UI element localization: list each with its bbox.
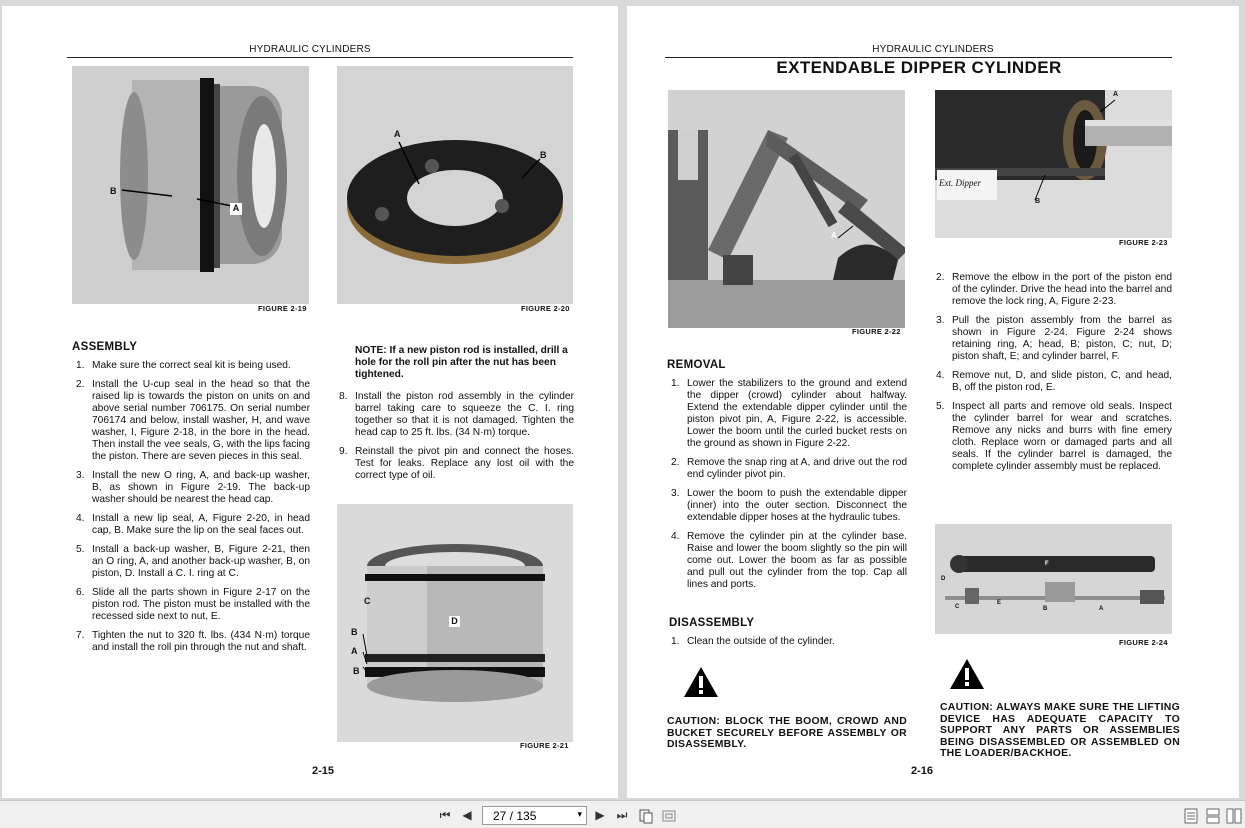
- callout-b: B: [540, 150, 547, 160]
- callout-a: A: [1099, 606, 1104, 612]
- bottom-toolbar: [0, 800, 1245, 828]
- assembly-steps-continued: [337, 391, 574, 489]
- step-item: [74, 360, 310, 372]
- step-item: [669, 378, 907, 450]
- step-text: Lower the boom to push the extendable dipper (inner) into the outer section. Disconnect the extendable dipper hoses at the hydraulic tubes.: [687, 488, 907, 523]
- page-right: [627, 6, 1239, 798]
- figure-2-22-caption: FIGURE 2-22: [852, 327, 901, 336]
- chevron-down-icon[interactable]: ▾: [577, 809, 582, 819]
- step-number: 2.: [671, 457, 680, 468]
- running-head: HYDRAULIC CYLINDERS: [872, 44, 994, 55]
- step-text: Make sure the correct seal kit is being used.: [92, 360, 291, 371]
- step-item: [74, 379, 310, 463]
- step-item: [669, 457, 907, 481]
- figure-2-24-caption: FIGURE 2-24: [1119, 638, 1168, 647]
- figure-2-19-photo: [72, 66, 309, 304]
- figure-2-19-caption: FIGURE 2-19: [258, 304, 307, 313]
- step-item: [934, 315, 1172, 363]
- callout-d: D: [941, 576, 946, 582]
- figure-2-20-caption: FIGURE 2-20: [521, 304, 570, 313]
- page-left: [2, 6, 618, 798]
- step-number: 8.: [339, 391, 348, 402]
- step-item: [934, 272, 1172, 308]
- step-number: 2.: [936, 272, 945, 283]
- caution-lifting-device: CAUTION: ALWAYS MAKE SURE THE LIFTING DEVICE HAS ADEQUATE CAPACITY TO SUPPORT ANY PARTS OR ASSEMBLIES BEING DISASSEMBLED OR ASSEMBLED ON THE LOADER/BACKHOE.: [940, 702, 1180, 760]
- step-item: [669, 488, 907, 524]
- callout-a: A: [351, 646, 358, 656]
- callout-d: D: [449, 616, 460, 627]
- figure-2-21-photo: [337, 504, 573, 742]
- step-text: Install the U-cup seal in the head so that the raised lip is towards the piston on units on and above serial number 706175. On serial number 706174 and below, install washer, H, and wave washer, I, Figure 2-18, in the bore in the head. Then install the vee seals, G, with the lips facing the piston. There are seven pieces in this seal.: [92, 379, 310, 462]
- step-text: Install the new O ring, A, and back-up washer, B, as shown in Figure 2-19. The back-up washer should be nearest the head cap.: [92, 470, 310, 505]
- figure-2-23-photo: [935, 90, 1172, 238]
- removal-title: REMOVAL: [667, 359, 726, 371]
- page-number-field[interactable]: [482, 806, 587, 825]
- first-page-button[interactable]: ⏮: [439, 808, 451, 822]
- step-number: 5.: [936, 401, 945, 412]
- step-item: [669, 531, 907, 591]
- step-item: [74, 544, 310, 580]
- rotate-view-icon[interactable]: [638, 808, 654, 824]
- step-item: [74, 470, 310, 506]
- callout-a: A: [831, 231, 837, 240]
- header-rule: [67, 57, 573, 58]
- step-number: 4.: [671, 531, 680, 542]
- assembly-title: ASSEMBLY: [72, 341, 138, 353]
- fit-page-icon[interactable]: [661, 808, 677, 824]
- single-page-view-icon[interactable]: [1184, 808, 1198, 824]
- warning-triangle-icon: [949, 658, 985, 690]
- prev-page-button[interactable]: ◀: [462, 808, 472, 822]
- dipper-tag: Ext. Dipper: [939, 178, 981, 188]
- step-number: 1.: [671, 636, 680, 647]
- removal-steps: [669, 378, 907, 598]
- continuous-view-icon[interactable]: [1206, 808, 1220, 824]
- callout-b: B: [353, 666, 360, 676]
- step-number: 1.: [671, 378, 680, 389]
- callout-a: A: [1113, 91, 1119, 98]
- step-text: Install the piston rod assembly in the cylinder barrel taking care to squeeze the C. I. ring together so that it is not damaged. Tighten the head cap to 25 ft. lbs. (34 N·m) torque.: [355, 391, 574, 438]
- step-text: Slide all the parts shown in Figure 2-17 on the piston rod. The piston must be installed with the recessed side next to nut, E.: [92, 587, 310, 622]
- callout-a: A: [394, 129, 401, 139]
- figure-2-20-photo: [337, 66, 573, 304]
- running-head: HYDRAULIC CYLINDERS: [249, 44, 371, 55]
- step-item: [74, 630, 310, 654]
- callout-b: B: [1043, 606, 1048, 612]
- step-text: Install a back-up washer, B, Figure 2-21, then an O ring, A, and another back-up washer, B, on piston, D. Install a C. I. ring at C.: [92, 544, 310, 579]
- callout-e: E: [997, 600, 1002, 606]
- last-page-button[interactable]: ⏭: [616, 808, 628, 822]
- next-page-button[interactable]: ▶: [595, 808, 605, 822]
- step-number: 3.: [76, 470, 85, 481]
- callout-b: B: [1035, 198, 1041, 205]
- figure-2-22-photo: [668, 90, 905, 328]
- callout-c: C: [364, 596, 371, 606]
- figure-2-24-photo: [935, 524, 1172, 634]
- disassembly-steps: [669, 636, 907, 655]
- step-number: 2.: [76, 379, 85, 390]
- step-text: Remove the snap ring at A, and drive out the rod end cylinder pivot pin.: [687, 457, 907, 480]
- step-number: 9.: [339, 446, 348, 457]
- disassembly-title: DISASSEMBLY: [669, 617, 755, 629]
- disassembly-steps-continued: [934, 272, 1172, 480]
- step-number: 6.: [76, 587, 85, 598]
- step-item: [934, 370, 1172, 394]
- figure-2-23-caption: FIGURE 2-23: [1119, 238, 1168, 247]
- step-text: Remove the elbow in the port of the piston end of the cylinder. Drive the head into the barrel and remove the lock ring, A, Figure 2-23.: [952, 272, 1172, 307]
- page-number: 2-16: [911, 765, 934, 777]
- page-title: EXTENDABLE DIPPER CYLINDER: [776, 58, 1062, 77]
- step-number: 5.: [76, 544, 85, 555]
- callout-c: C: [955, 604, 960, 610]
- note-roll-pin: NOTE: If a new piston rod is installed, drill a hole for the roll pin after the nut has been tightened.: [355, 345, 568, 380]
- step-text: Reinstall the pivot pin and connect the hoses. Test for leaks. Replace any lost oil with the correct type of oil.: [355, 446, 574, 481]
- step-number: 7.: [76, 630, 85, 641]
- step-item: [337, 446, 574, 482]
- two-page-view-icon[interactable]: [1226, 808, 1242, 824]
- step-text: Install a new lip seal, A, Figure 2-20, in head cap, B. Make sure the lip on the seal faces out.: [92, 513, 310, 536]
- step-text: Clean the outside of the cylinder.: [687, 636, 835, 647]
- step-number: 4.: [936, 370, 945, 381]
- step-text: Tighten the nut to 320 ft. lbs. (434 N·m) torque and install the roll pin through the nut and shaft.: [92, 630, 310, 653]
- step-number: 4.: [76, 513, 85, 524]
- step-text: Remove the cylinder pin at the cylinder base. Raise and lower the boom slightly so the pin will come out. Lower the boom as far as possible and pull out the cylinder from the top. Cap all lines and ports.: [687, 531, 907, 590]
- caution-block-boom: CAUTION: BLOCK THE BOOM, CROWD AND BUCKET SECURELY BEFORE ASSEMBLY OR DISASSEMBLY.: [667, 716, 907, 751]
- callout-a: A: [230, 203, 242, 215]
- step-item: [74, 587, 310, 623]
- page-number: 2-15: [312, 765, 335, 777]
- step-number: 3.: [936, 315, 945, 326]
- step-number: 1.: [76, 360, 85, 371]
- page-number-value: 27 / 135: [493, 809, 537, 823]
- step-text: Pull the piston assembly from the barrel as shown in Figure 2-24. Figure 2-24 shows retaining ring, A; head, B; piston, C; nut, D; piston shaft, E; and cylinder barrel, F.: [952, 315, 1172, 362]
- step-item: [934, 401, 1172, 473]
- step-text: Lower the stabilizers to the ground and extend the dipper (crowd) cylinder about halfway. Extend the extendable dipper cylinder until the piston pivot pin, A, Figure 2-22, is accessible. Lower the boom until the curled bucket rests on the ground as shown in Figure 2-22.: [687, 378, 907, 449]
- step-number: 3.: [671, 488, 680, 499]
- figure-2-21-caption: FIGURE 2-21: [520, 741, 569, 750]
- warning-triangle-icon: [683, 666, 719, 698]
- callout-b: B: [351, 627, 358, 637]
- step-text: Inspect all parts and remove old seals. Inspect the cylinder barrel for wear and scratches. Remove any nicks and burrs with fine emery cloth. Replace worn or damaged parts and all seals. If the cylinder barrel is damaged, the complete cylinder assembly must be replaced.: [952, 401, 1172, 472]
- step-item: [337, 391, 574, 439]
- assembly-steps: [74, 360, 310, 661]
- callout-f: F: [1045, 561, 1049, 567]
- step-text: Remove nut, D, and slide piston, C, and head, B, off the piston rod, E.: [952, 370, 1172, 393]
- callout-b: B: [110, 186, 117, 196]
- step-item: [669, 636, 907, 648]
- step-item: [74, 513, 310, 537]
